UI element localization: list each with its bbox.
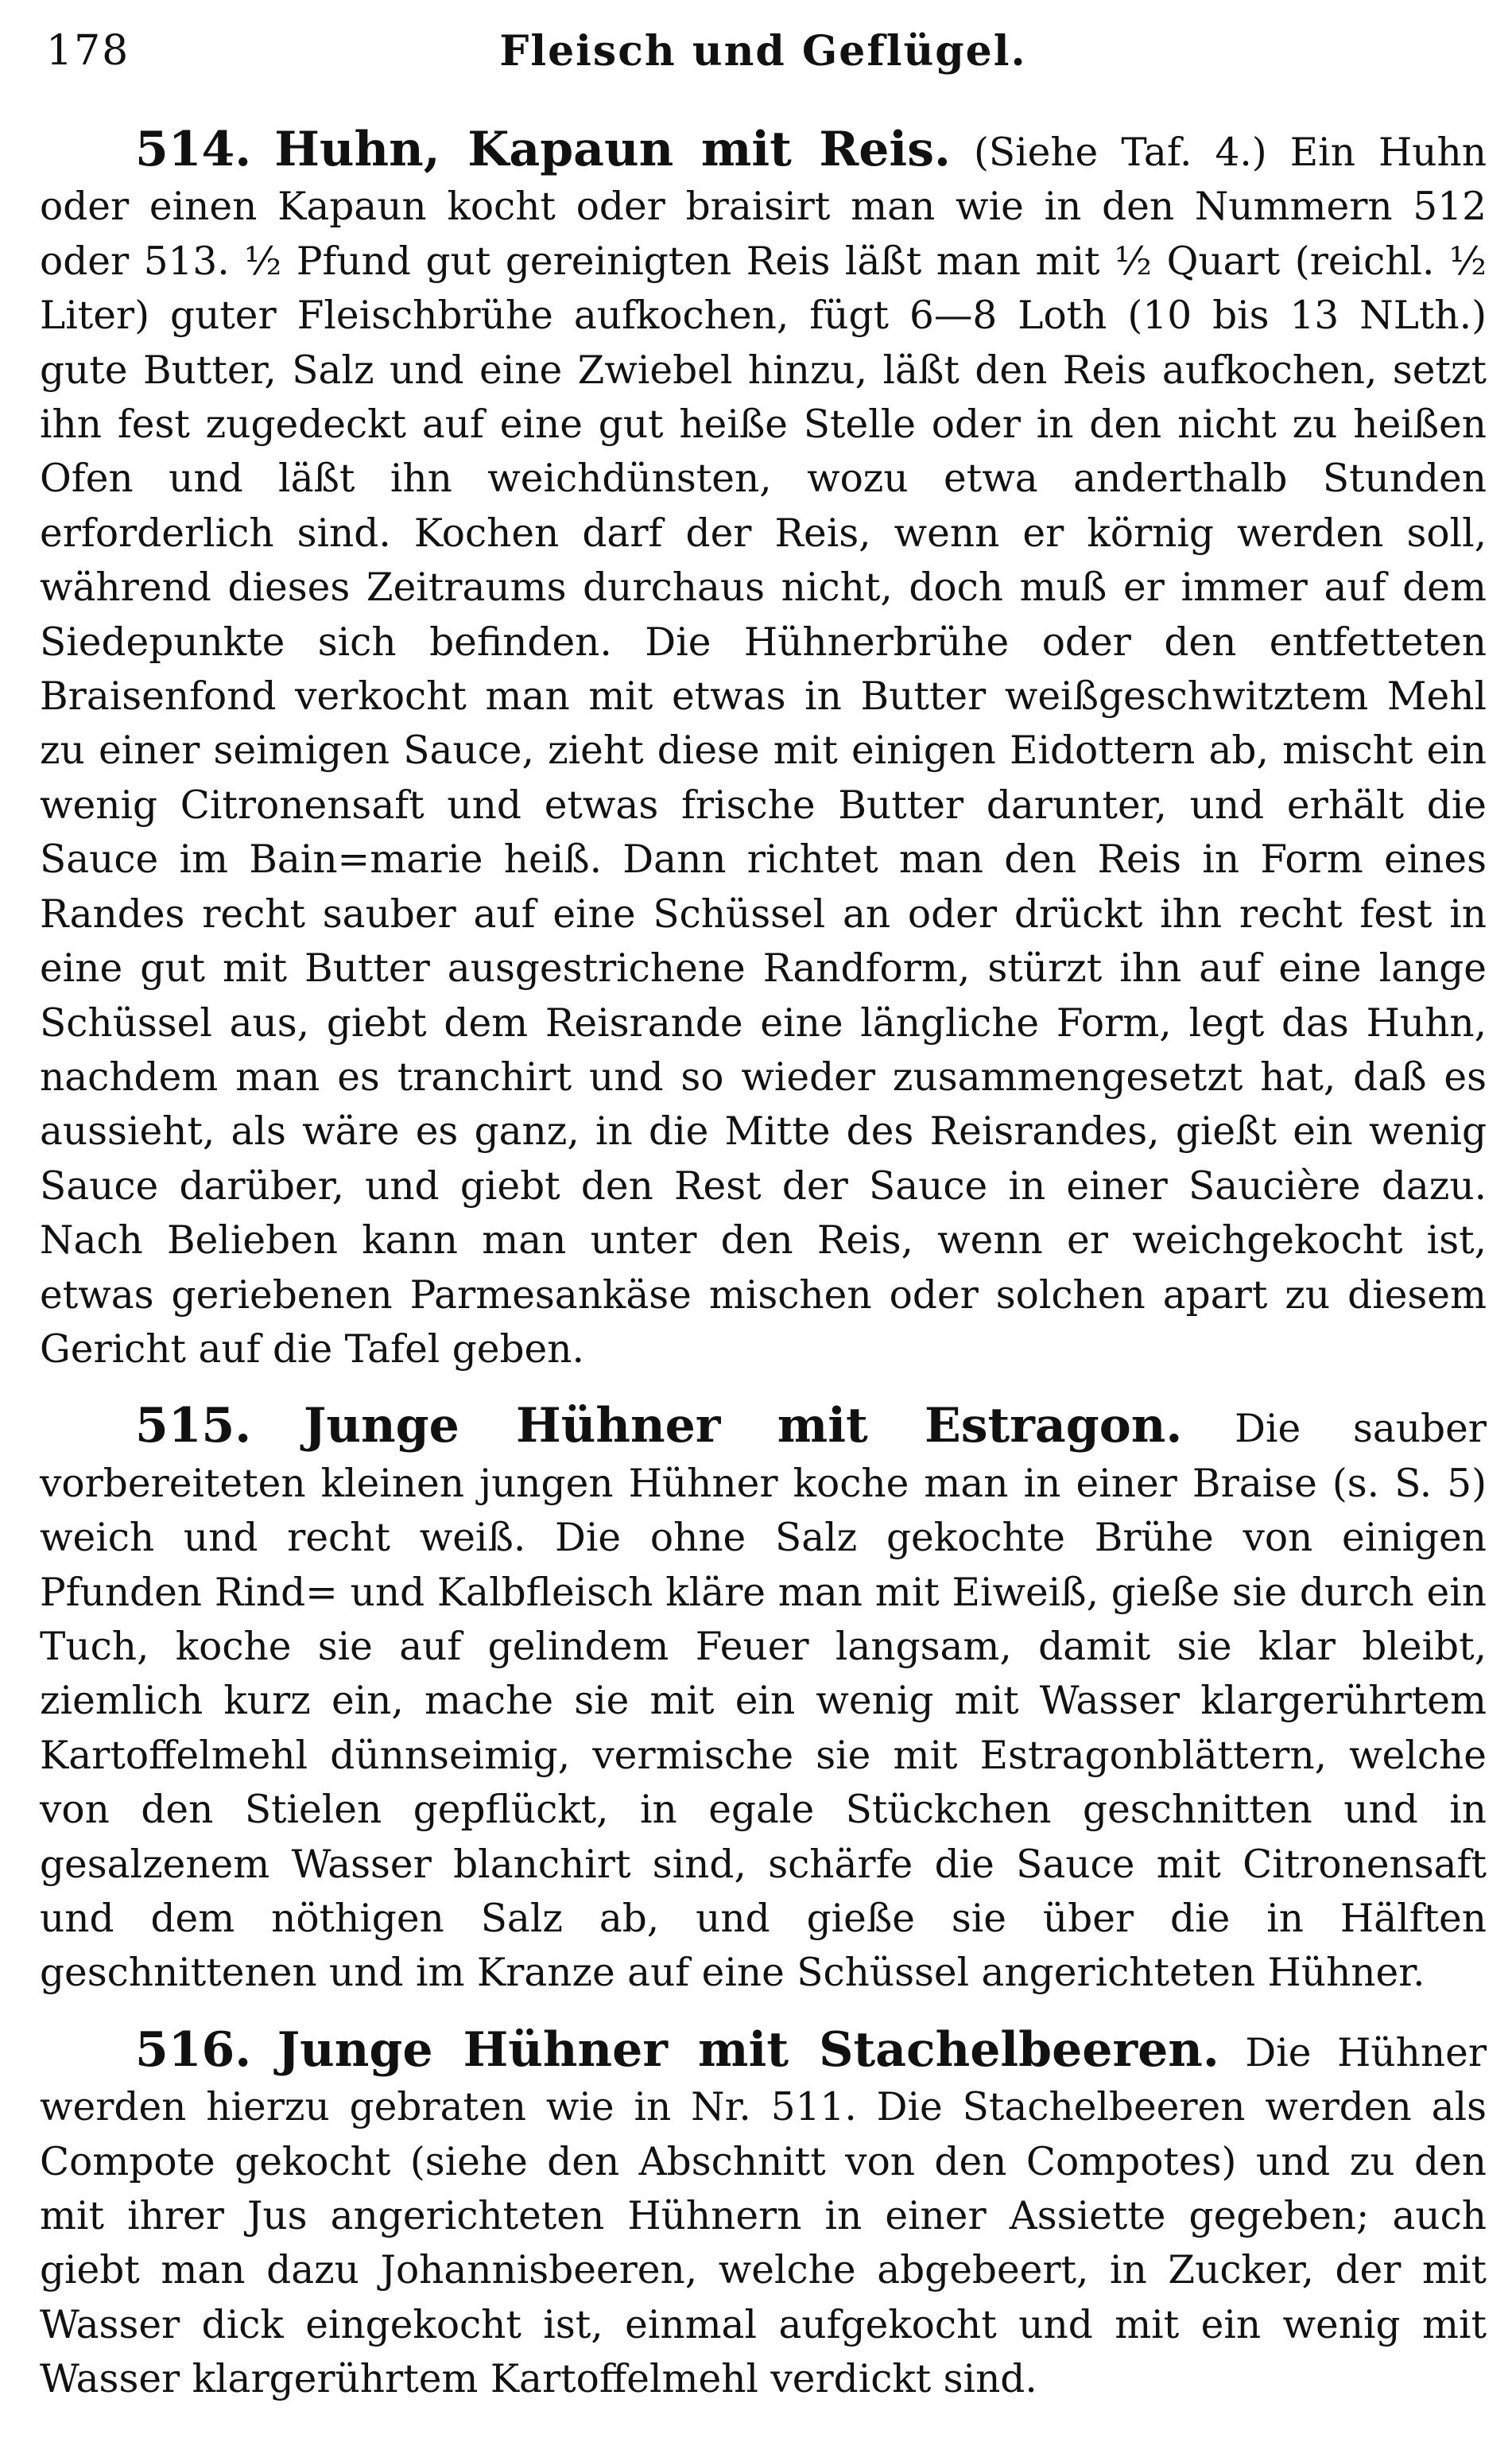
running-head: Fleisch und Geflügel. xyxy=(499,27,1027,76)
recipe-title: Junge Hühner mit Estragon. xyxy=(303,1398,1183,1454)
recipe-number: 515. xyxy=(135,1398,252,1454)
recipe-number: 514. xyxy=(135,122,252,177)
recipe-516 xyxy=(40,2023,1487,2407)
recipe-text: (Siehe Taf. 4.) Ein Huhn oder einen Kapaun kocht oder braisirt man wie in den Nummern 512 oder 513. ½ Pfund gut gereinigten Reis läßt man mit ½ Quart (reichl. ½ Liter) guter Fleischbrühe aufkochen, fügt 6—8 Loth (10 bis 13 NLth.) gute Butter, Salz und eine Zwiebel hinzu, läßt den Reis aufkochen, setzt ihn fest zugedeckt auf eine gut heiße Stelle oder in den nicht zu heißen Ofen und läßt ihn weichdünsten, wozu etwa anderthalb Stunden erforderlich sind. Kochen darf der Reis, wenn er körnig werden soll, während dieses Zeitraums durchaus nicht, doch muß er immer auf dem Siedepunkte sich befinden. Die Hühnerbrühe oder den entfetteten Braisenfond verkocht man mit etwas in Butter weißgeschwitztem Mehl zu einer seimigen Sauce, zieht diese mit einigen Eidottern ab, mischt ein wenig Citronensaft und etwas frische Butter darunter, und erhält die Sauce im Bain=marie heiß. Dann richtet man den Reis in Form eines Randes recht sauber auf eine Schüssel an oder drückt ihn recht fest in eine gut mit Butter ausgestrichene Randform, stürzt ihn auf eine lange Schüssel aus, giebt dem Reisrande eine längliche Form, legt das Huhn, nachdem man es tranchirt und so wieder zusammengesetzt hat, daß es aussieht, als wäre es ganz, in die Mitte des Reisrandes, gießt ein wenig Sauce darüber, und giebt den Rest der Sauce in einer Saucière dazu. Nach Belieben kann man unter den Reis, wenn er weichgekocht ist, etwas geriebenen Parmesankäse mischen oder solchen apart zu diesem Gericht auf die Tafel geben. xyxy=(40,130,1487,1372)
recipe-number: 516. xyxy=(135,2021,252,2078)
recipe-title: Huhn, Kapaun mit Reis. xyxy=(274,122,951,177)
page-number: 178 xyxy=(46,27,130,75)
book-page xyxy=(40,16,1487,2417)
recipe-515 xyxy=(40,1399,1487,2000)
recipe-514 xyxy=(40,122,1487,1376)
page-header xyxy=(40,16,1487,87)
recipe-title: Junge Hühner mit Stachelbeeren. xyxy=(277,2021,1219,2078)
recipe-text: Die Hühner werden hierzu gebraten wie in Nr. 511. Die Stachelbeeren werden als Compote gekocht (siehe den Abschnitt von den Compotes) und zu den mit ihrer Jus angerichteten Hühnern in einer Assiette gegeben; auch giebt man dazu Johannisbeeren, welche abgebeert, in Zucker, der mit Wasser dick eingekocht ist, einmal aufgekocht und mit ein wenig mit Wasser klargerührtem Kartoffelmehl verdickt sind. xyxy=(40,2030,1487,2402)
recipe-text: Die sauber vorbereiteten kleinen jungen Hühner koche man in einer Braise (s. S. 5) weich und recht weiß. Die ohne Salz gekochte Brühe von einigen Pfunden Rind= und Kalbfleisch kläre man mit Eiweiß, gieße sie durch ein Tuch, koche sie auf gelindem Feuer langsam, damit sie klar bleibt, ziemlich kurz ein, mache sie mit ein wenig mit Wasser klargerührtem Kartoffelmehl dünnseimig, vermische sie mit Estragonblättern, welche von den Stielen gepflückt, in egale Stückchen geschnitten und in gesalzenem Wasser blanchirt sind, schärfe die Sauce mit Citronensaft und dem nöthigen Salz ab, und gieße sie über die in Hälften geschnittenen und im Kranze auf eine Schüssel angerichteten Hühner. xyxy=(40,1407,1487,1996)
